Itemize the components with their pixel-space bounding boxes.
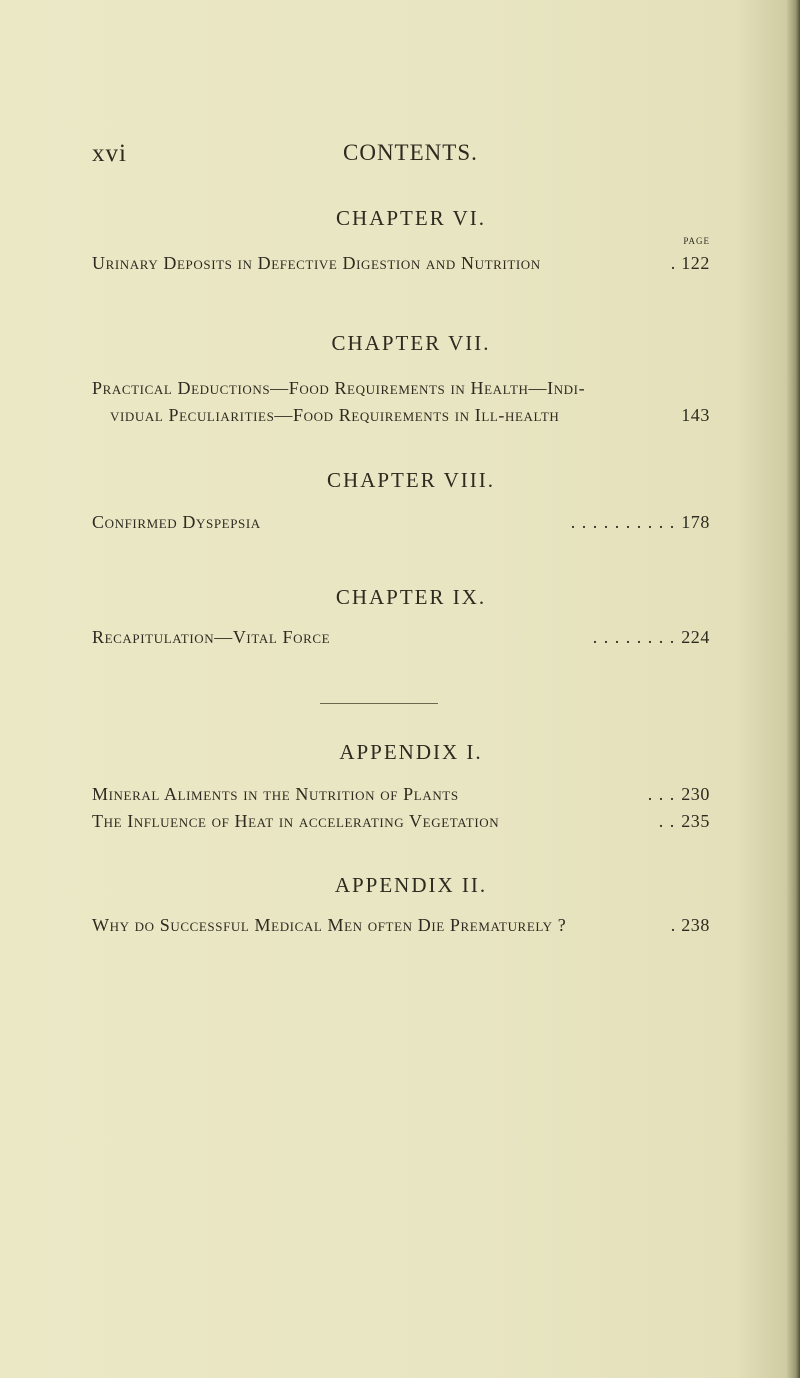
- entry-title: Confirmed Dyspepsia: [92, 512, 261, 532]
- section-divider: [320, 703, 438, 704]
- dot-leader: . . . . . . . . . .: [570, 512, 676, 532]
- toc-entry[interactable]: [92, 627, 710, 648]
- toc-entry[interactable]: [92, 784, 710, 805]
- running-head: [0, 140, 800, 170]
- entry-title: Practical Deductions—Food Requirements in Health—Indi-: [92, 378, 586, 398]
- appendix-heading: APPENDIX II.: [334, 873, 488, 897]
- entry-page: 230: [681, 784, 710, 804]
- toc-entry[interactable]: [110, 405, 710, 426]
- entry-page: 235: [681, 811, 710, 831]
- running-title: CONTENTS.: [343, 140, 478, 165]
- entry-page: 224: [681, 627, 710, 647]
- chapter-heading: CHAPTER VII.: [331, 331, 491, 355]
- dot-leader: .: [670, 915, 676, 935]
- chapter-heading: CHAPTER VI.: [336, 206, 486, 230]
- entry-title: Recapitulation—Vital Force: [92, 627, 331, 647]
- dot-leader: . . . . . . . .: [592, 627, 676, 647]
- toc-entry[interactable]: [92, 378, 710, 399]
- toc-entry[interactable]: [92, 811, 710, 832]
- entry-page: 143: [681, 405, 710, 425]
- chapter-heading: CHAPTER IX.: [335, 585, 487, 609]
- page-column-label: PAGE: [683, 236, 710, 246]
- toc-entry[interactable]: [92, 915, 710, 936]
- toc-entry[interactable]: [92, 512, 710, 533]
- entry-title: Urinary Deposits in Defective Digestion and Nutrition: [92, 253, 541, 273]
- dot-leader: .: [670, 253, 676, 273]
- entry-page: 178: [681, 512, 710, 532]
- entry-page: 122: [681, 253, 710, 273]
- entry-title: Why do Successful Medical Men often Die Prematurely ?: [92, 915, 567, 935]
- entry-title: Mineral Aliments in the Nutrition of Plants: [92, 784, 459, 804]
- chapter-heading: CHAPTER VIII.: [327, 468, 495, 492]
- entry-title: The Influence of Heat in accelerating Vegetation: [92, 811, 500, 831]
- toc-entry[interactable]: [92, 253, 710, 274]
- dot-leader: . .: [658, 811, 676, 831]
- entry-page: 238: [681, 915, 710, 935]
- entry-title: vidual Peculiarities—Food Requirements in Ill-health: [110, 405, 560, 425]
- page-number: xvi: [92, 140, 127, 167]
- appendix-heading: APPENDIX I.: [339, 740, 483, 764]
- dot-leader: . . .: [647, 784, 676, 804]
